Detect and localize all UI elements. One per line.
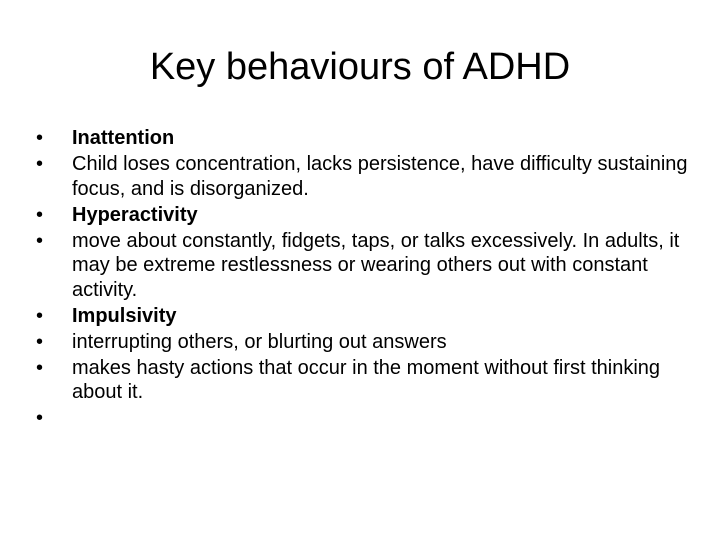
bullet-item-hyperactivity-description	[36, 229, 696, 303]
bullet-marker: •	[36, 152, 44, 175]
bullet-marker: •	[36, 407, 44, 430]
bullet-item-hyperactivity	[36, 203, 696, 228]
bullet-heading-impulsivity: Impulsivity	[72, 304, 177, 327]
bullet-marker: •	[36, 330, 44, 353]
bullet-list	[36, 126, 696, 430]
bullet-heading-inattention: Inattention	[72, 127, 175, 149]
bullet-text-inattention: Child loses concentration, lacks persistence, have difficulty sustaining focus, and is disorganized.	[72, 152, 688, 200]
bullet-marker: •	[36, 304, 44, 327]
bullet-marker: •	[36, 356, 44, 379]
bullet-heading-hyperactivity: Hyperactivity	[72, 203, 198, 226]
bullet-marker: •	[36, 203, 44, 226]
bullet-item-impulsivity-description-1	[36, 330, 696, 355]
bullet-item-inattention	[36, 126, 696, 151]
slide-title: Key behaviours of ADHD	[149, 46, 571, 88]
bullet-item-inattention-description	[36, 152, 696, 201]
bullet-marker: •	[36, 127, 44, 149]
bullet-text-hyperactivity: move about constantly, fidgets, taps, or talks excessively. In adults, it may be extreme restlessness or wearing others out with constant activity.	[72, 229, 680, 301]
bullet-item-impulsivity	[36, 304, 696, 329]
bullet-marker: •	[36, 229, 44, 252]
bullet-text-impulsivity-1: interrupting others, or blurting out answers	[72, 330, 447, 353]
bullet-text-impulsivity-2: makes hasty actions that occur in the moment without first thinking about it.	[72, 356, 661, 404]
bullet-item-impulsivity-description-2	[36, 356, 696, 405]
